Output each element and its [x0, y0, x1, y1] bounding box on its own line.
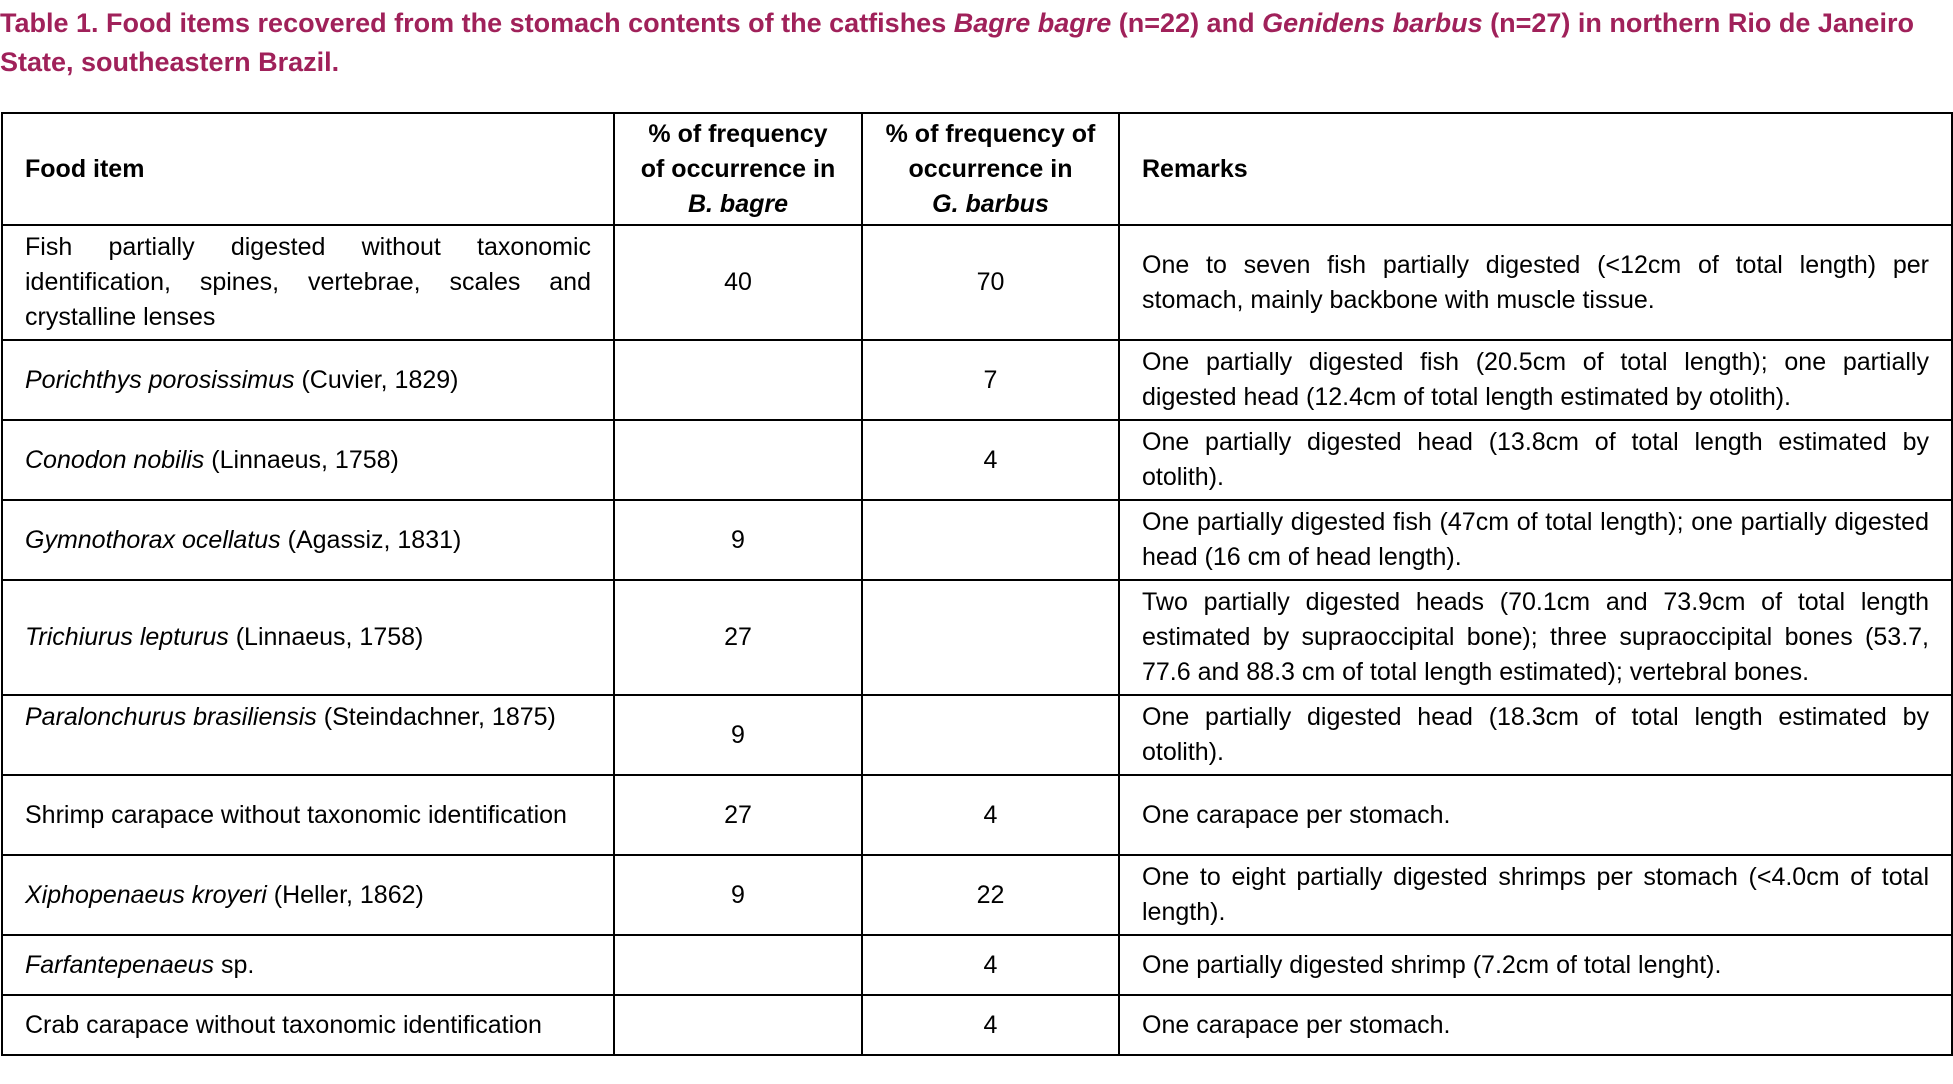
remarks-cell: One partially digested fish (20.5cm of total length); one partially digested head (12.4cm of total length estimated by otolith).: [1119, 340, 1952, 420]
freq-barbus-cell: 22: [862, 855, 1119, 935]
food-item-text: (Linnaeus, 1758): [204, 445, 399, 474]
remarks-cell: One to seven fish partially digested (<12cm of total length) per stomach, mainly backbone with muscle tissue.: [1119, 225, 1952, 340]
freq-barbus-cell: [862, 500, 1119, 580]
freq-bagre-cell: 27: [614, 580, 862, 695]
freq-bagre-cell: [614, 420, 862, 500]
food-item-cell: [2, 500, 614, 580]
caption-text: (n=27) in northern Rio de Janeiro State, southeastern Brazil.: [0, 8, 1914, 77]
food-item-cell: [2, 420, 614, 500]
freq-bagre-cell: 9: [614, 695, 862, 775]
table-row: [2, 500, 1952, 580]
table-caption: [0, 4, 1950, 82]
freq-barbus-cell: 4: [862, 995, 1119, 1055]
freq-barbus-cell: 4: [862, 935, 1119, 995]
header-freq-barbus: [862, 113, 1119, 225]
food-item-species: Paralonchurus brasiliensis: [25, 703, 317, 731]
food-item-species: Porichthys porosissimus: [25, 365, 295, 394]
remarks-cell: One partially digested head (13.8cm of total length estimated by otolith).: [1119, 420, 1952, 500]
header-species-bagre: B. bagre: [687, 189, 789, 218]
food-item-text: Shrimp carapace without taxonomic identification: [25, 800, 567, 829]
food-item-cell: [2, 855, 614, 935]
freq-barbus-cell: [862, 695, 1119, 775]
food-item-species: Farfantepenaeus: [25, 950, 215, 979]
freq-barbus-cell: 4: [862, 420, 1119, 500]
table-row: [2, 420, 1952, 500]
food-item-text: (Steindachner, 1875): [316, 703, 556, 731]
table-row: [2, 935, 1952, 995]
remarks-cell: Two partially digested heads (70.1cm and 73.9cm of total length estimated by supraoccipital bone); three supraoccipital bones (53.7, 77.6 and 88.3 cm of total length estimated); vertebral bones.: [1119, 580, 1952, 695]
food-item-species: Gymnothorax ocellatus: [25, 525, 281, 554]
freq-barbus-cell: 4: [862, 775, 1119, 855]
food-item-cell: [2, 225, 614, 340]
table-row: [2, 580, 1952, 695]
table-header-row: [2, 113, 1952, 225]
food-item-species: Xiphopenaeus kroyeri: [25, 880, 267, 909]
food-item-cell: [2, 695, 614, 775]
table-row: [2, 695, 1952, 775]
food-item-cell: [2, 775, 614, 855]
caption-species-barbus: Genidens barbus: [1262, 8, 1483, 38]
freq-bagre-cell: 9: [614, 855, 862, 935]
remarks-cell: One carapace per stomach.: [1119, 995, 1952, 1055]
remarks-cell: One partially digested shrimp (7.2cm of total lenght).: [1119, 935, 1952, 995]
remarks-cell: One partially digested head (18.3cm of total length estimated by otolith).: [1119, 695, 1952, 775]
table-row: [2, 225, 1952, 340]
freq-bagre-cell: [614, 995, 862, 1055]
food-item-cell: [2, 995, 614, 1055]
food-item-cell: [2, 580, 614, 695]
header-remarks: Remarks: [1119, 113, 1952, 225]
caption-text: Table 1. Food items recovered from the stomach contents of the catfishes: [0, 8, 954, 38]
food-item-species: Trichiurus lepturus: [25, 623, 229, 651]
header-species-barbus: G. barbus: [932, 189, 1049, 218]
freq-bagre-cell: 40: [614, 225, 862, 340]
food-item-text: (Cuvier, 1829): [294, 365, 459, 394]
table-row: [2, 340, 1952, 420]
food-item-text: sp.: [214, 950, 255, 979]
table-row: [2, 855, 1952, 935]
header-food-item: Food item: [2, 113, 614, 225]
food-item-text: Fish partially digested without taxonomic identification, spines, vertebrae, scales and crystalline lenses: [25, 233, 591, 331]
remarks-cell: One to eight partially digested shrimps per stomach (<4.0cm of total length).: [1119, 855, 1952, 935]
table-row: [2, 995, 1952, 1055]
freq-bagre-cell: 27: [614, 775, 862, 855]
header-freq-bagre: [614, 113, 862, 225]
freq-barbus-cell: 7: [862, 340, 1119, 420]
food-item-cell: [2, 340, 614, 420]
header-freq-label: % of frequency of occurrence in: [885, 119, 1096, 183]
remarks-cell: One carapace per stomach.: [1119, 775, 1952, 855]
food-item-species: Conodon nobilis: [25, 445, 205, 474]
freq-bagre-cell: 9: [614, 500, 862, 580]
freq-bagre-cell: [614, 935, 862, 995]
food-item-cell: [2, 935, 614, 995]
remarks-cell: One partially digested fish (47cm of total length); one partially digested head (16 cm of head length).: [1119, 500, 1952, 580]
food-item-text: (Linnaeus, 1758): [228, 623, 424, 651]
food-item-text: Crab carapace without taxonomic identification: [25, 1010, 542, 1039]
food-item-text: (Heller, 1862): [266, 880, 424, 909]
food-items-table: [1, 112, 1953, 1056]
table-row: [2, 775, 1952, 855]
caption-species-bagre: Bagre bagre: [953, 8, 1112, 38]
food-item-text: (Agassiz, 1831): [280, 525, 462, 554]
freq-barbus-cell: [862, 580, 1119, 695]
header-freq-label: % of frequency of occurrence in: [640, 119, 836, 183]
caption-text: (n=22) and: [1111, 8, 1263, 38]
freq-barbus-cell: 70: [862, 225, 1119, 340]
freq-bagre-cell: [614, 340, 862, 420]
